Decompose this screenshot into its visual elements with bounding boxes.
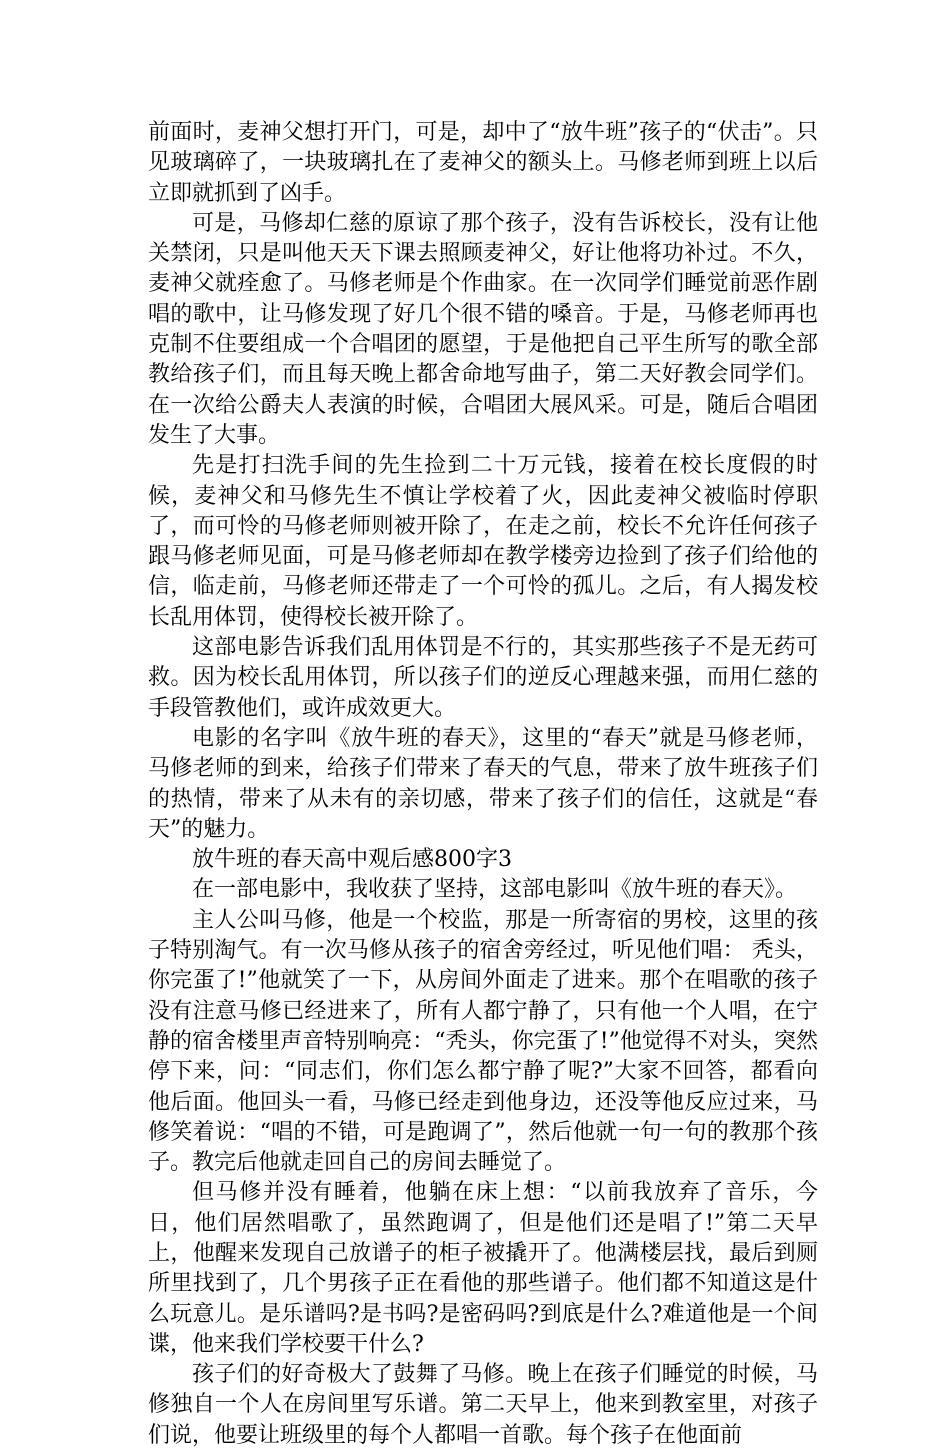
paragraph-4: 这部电影告诉我们乱用体罚是不行的，其实那些孩子不是无药可救。因为校长乱用体罚，所以孩子们的逆反心理越来强，而用仁慈的手段管教他们，或许成效更大。	[148, 635, 818, 721]
paragraph-8: 主人公叫马修，他是一个校监，那是一所寄宿的男校，这里的孩子特别淘气。有一次马修从孩子的宿舍旁经过，听见他们唱： 秃头，你完蛋了!”他就笑了一下，从房间外面走了进来。那个在唱歌的孩子没有注意马修已经进来了，所有人都宁静了，只有他一个人唱，在宁静的宿舍楼里声音特别响亮：“秃头，你完蛋了!”他觉得不对头，突然停下来，问：“同志们，你们怎么都宁静了呢?”大家不回答，都看向他后面。他回头一看，马修已经走到他身边，还没等他反应过来，马修笑着说：“唱的不错，可是跑调了”，然后他就一句一句的教那个孩子。教完后他就走回自己的房间去睡觉了。	[148, 907, 818, 1176]
paragraph-9: 但马修并没有睡着，他躺在床上想：“以前我放弃了音乐，今日，他们居然唱歌了，虽然跑调了，但是他们还是唱了!”第二天早上，他醒来发现自己放谱子的柜子被撬开了。他满楼层找，最后到厕所里找到了，几个男孩子正在看他的那些谱子。他们都不知道这是什么玩意儿。是乐谱吗?是书吗?是密码吗?到底是什么?难道他是一个间谍，他来我们学校要干什么?	[148, 1180, 818, 1357]
paragraph-2: 可是，马修却仁慈的原谅了那个孩子，没有告诉校长，没有让他关禁闭，只是叫他天天下课去照顾麦神父，好让他将功补过。不久，麦神父就痊愈了。马修老师是个作曲家。在一次同学们睡觉前恶作剧唱的歌中，让马修发现了好几个很不错的嗓音。于是，马修老师再也克制不住要组成一个合唱团的愿望，于是他把自己平生所写的歌全部教给孩子们，而且每天晚上都舍命地写曲子，第二天好教会同学们。在一次给公爵夫人表演的时候，合唱团大展风采。可是，随后合唱团发生了大事。	[148, 210, 818, 448]
paragraph-7: 在一部电影中，我收获了坚持，这部电影叫《放牛班的春天》。	[192, 877, 798, 903]
paragraph-3: 先是打扫洗手间的先生捡到二十万元钱，接着在校长度假的时候，麦神父和马修先生不慎让学校着了火，因此麦神父被临时停职了，而可怜的马修老师则被开除了，在走之前，校长不允许任何孩子跟马修老师见面，可是马修老师却在教学楼旁边捡到了孩子们给他的信，临走前，马修老师还带走了一个可怜的孤儿。之后，有人揭发校长乱用体罚，使得校长被开除了。	[148, 453, 818, 630]
paragraph-1: 前面时，麦神父想打开门，可是，却中了“放牛班”孩子的“伏击”。只见玻璃碎了，一块玻璃扎在了麦神父的额头上。马修老师到班上以后立即就抓到了凶手。	[148, 120, 818, 206]
paragraph-10: 孩子们的好奇极大了鼓舞了马修。晚上在孩子们睡觉的时候，马修独自一个人在房间里写乐谱。第二天早上，他来到教室里，对孩子们说，他要让班级里的每个人都唱一首歌。每个孩子在他面前	[148, 1362, 818, 1448]
section-heading: 放牛班的春天高中观后感800字3	[192, 847, 512, 873]
paragraph-5: 电影的名字叫《放牛班的春天》，这里的“春天”就是马修老师，马修老师的到来，给孩子们带来了春天的气息，带来了放牛班孩子们的热情，带来了从未有的亲切感，带来了孩子们的信任，这就是“春天”的魅力。	[148, 725, 818, 842]
document-body	[148, 118, 818, 1451]
